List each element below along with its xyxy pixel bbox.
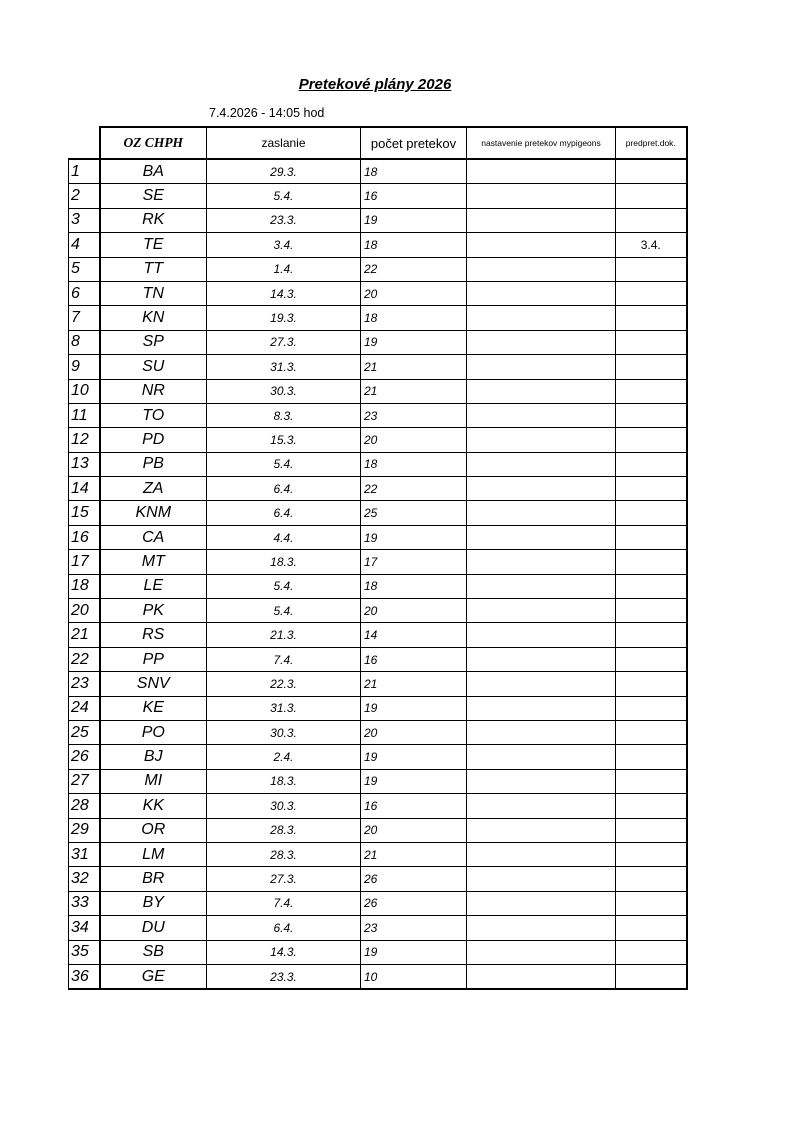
row-number: 21 [69,623,100,647]
pocet-pretekov: 20 [361,599,467,623]
pocet-pretekov: 20 [361,720,467,744]
pocet-pretekov: 21 [361,842,467,866]
nastavenie-cell [467,525,616,549]
row-number: 11 [69,403,100,427]
table-row [69,842,687,866]
table-row [69,184,687,208]
zaslanie-date: 19.3. [207,306,361,330]
predpret-cell [616,745,687,769]
nastavenie-cell [467,623,616,647]
table-row [69,940,687,964]
row-number: 25 [69,720,100,744]
table-row [69,818,687,842]
oz-code: NR [100,379,207,403]
predpret-cell [616,818,687,842]
oz-code: PD [100,428,207,452]
pocet-pretekov: 26 [361,891,467,915]
pocet-pretekov: 19 [361,745,467,769]
nastavenie-cell [467,330,616,354]
zaslanie-date: 2.4. [207,745,361,769]
oz-code: LM [100,842,207,866]
zaslanie-date: 7.4. [207,647,361,671]
predpret-cell [616,428,687,452]
table-row [69,916,687,940]
oz-code: OR [100,818,207,842]
oz-code: PK [100,599,207,623]
pocet-pretekov: 19 [361,208,467,232]
table-row [69,355,687,379]
predpret-cell [616,769,687,793]
table-row [69,525,687,549]
nastavenie-cell [467,233,616,257]
nastavenie-cell [467,647,616,671]
oz-code: RK [100,208,207,232]
zaslanie-date: 31.3. [207,355,361,379]
predpret-cell [616,842,687,866]
pocet-pretekov: 22 [361,477,467,501]
nastavenie-cell [467,964,616,989]
nastavenie-cell [467,818,616,842]
row-number: 12 [69,428,100,452]
row-number: 20 [69,599,100,623]
row-number: 31 [69,842,100,866]
pocet-pretekov: 23 [361,916,467,940]
zaslanie-date: 5.4. [207,574,361,598]
oz-code: GE [100,964,207,989]
header-nastavenie-pretekov: nastavenie pretekov mypigeons [467,127,616,159]
table-row [69,403,687,427]
predpret-cell [616,184,687,208]
nastavenie-cell [467,281,616,305]
pocet-pretekov: 16 [361,647,467,671]
pocet-pretekov: 19 [361,769,467,793]
row-number: 29 [69,818,100,842]
predpret-cell: 3.4. [616,233,687,257]
row-number: 18 [69,574,100,598]
pocet-pretekov: 21 [361,355,467,379]
oz-code: SNV [100,672,207,696]
zaslanie-date: 6.4. [207,477,361,501]
predpret-cell [616,477,687,501]
row-number: 5 [69,257,100,281]
table-row [69,891,687,915]
nastavenie-cell [467,867,616,891]
oz-code: KN [100,306,207,330]
header-oz-chph: OZ CHPH [100,127,207,159]
row-number: 16 [69,525,100,549]
row-number: 22 [69,647,100,671]
pocet-pretekov: 17 [361,550,467,574]
row-number: 28 [69,794,100,818]
predpret-cell [616,672,687,696]
pocet-pretekov: 25 [361,501,467,525]
zaslanie-date: 27.3. [207,867,361,891]
predpret-cell [616,599,687,623]
row-number: 36 [69,964,100,989]
oz-code: ZA [100,477,207,501]
pocet-pretekov: 18 [361,574,467,598]
zaslanie-date: 30.3. [207,720,361,744]
oz-code: SU [100,355,207,379]
table-row [69,574,687,598]
predpret-cell [616,794,687,818]
predpret-cell [616,525,687,549]
row-number: 35 [69,940,100,964]
zaslanie-date: 14.3. [207,940,361,964]
oz-code: MT [100,550,207,574]
pocet-pretekov: 21 [361,672,467,696]
nastavenie-cell [467,403,616,427]
zaslanie-date: 3.4. [207,233,361,257]
pocet-pretekov: 21 [361,379,467,403]
nastavenie-cell [467,501,616,525]
oz-code: KE [100,696,207,720]
zaslanie-date: 28.3. [207,818,361,842]
predpret-cell [616,720,687,744]
table-row [69,306,687,330]
zaslanie-date: 4.4. [207,525,361,549]
table-row [69,257,687,281]
oz-code: TT [100,257,207,281]
zaslanie-date: 18.3. [207,769,361,793]
nastavenie-cell [467,696,616,720]
header-number-cell [69,127,100,159]
predpret-cell [616,306,687,330]
table-row [69,159,687,184]
timestamp: 7.4.2026 - 14:05 hod [209,106,325,120]
zaslanie-date: 30.3. [207,794,361,818]
row-number: 1 [69,159,100,184]
predpret-cell [616,867,687,891]
table-row [69,964,687,989]
header-predpret-dok: predpret.dok. [616,127,687,159]
nastavenie-cell [467,599,616,623]
nastavenie-cell [467,769,616,793]
oz-code: BJ [100,745,207,769]
predpret-cell [616,330,687,354]
pocet-pretekov: 16 [361,794,467,818]
pocet-pretekov: 18 [361,159,467,184]
predpret-cell [616,964,687,989]
oz-code: PB [100,452,207,476]
row-number: 6 [69,281,100,305]
zaslanie-date: 1.4. [207,257,361,281]
oz-code: TE [100,233,207,257]
row-number: 9 [69,355,100,379]
zaslanie-date: 5.4. [207,452,361,476]
nastavenie-cell [467,842,616,866]
row-number: 8 [69,330,100,354]
zaslanie-date: 29.3. [207,159,361,184]
table-row [69,720,687,744]
table-row [69,428,687,452]
pocet-pretekov: 22 [361,257,467,281]
zaslanie-date: 27.3. [207,330,361,354]
predpret-cell [616,940,687,964]
predpret-cell [616,208,687,232]
pocet-pretekov: 19 [361,330,467,354]
table-row [69,330,687,354]
predpret-cell [616,623,687,647]
nastavenie-cell [467,208,616,232]
zaslanie-date: 21.3. [207,623,361,647]
table-row [69,379,687,403]
pocet-pretekov: 16 [361,184,467,208]
predpret-cell [616,891,687,915]
zaslanie-date: 15.3. [207,428,361,452]
table-row [69,208,687,232]
nastavenie-cell [467,720,616,744]
oz-code: KK [100,794,207,818]
table-row [69,501,687,525]
predpret-cell [616,574,687,598]
oz-code: TN [100,281,207,305]
oz-code: KNM [100,501,207,525]
pocet-pretekov: 20 [361,428,467,452]
pocet-pretekov: 19 [361,525,467,549]
pocet-pretekov: 20 [361,818,467,842]
header-zaslanie: zaslanie [207,127,361,159]
table-row [69,745,687,769]
row-number: 13 [69,452,100,476]
table-row [69,647,687,671]
pocet-pretekov: 20 [361,281,467,305]
oz-code: BR [100,867,207,891]
table-row [69,599,687,623]
row-number: 2 [69,184,100,208]
race-plans-table [68,126,688,990]
oz-code: PO [100,720,207,744]
predpret-cell [616,257,687,281]
nastavenie-cell [467,794,616,818]
oz-code: CA [100,525,207,549]
nastavenie-cell [467,159,616,184]
nastavenie-cell [467,257,616,281]
nastavenie-cell [467,745,616,769]
row-number: 26 [69,745,100,769]
nastavenie-cell [467,891,616,915]
table-row [69,550,687,574]
row-number: 10 [69,379,100,403]
table-row [69,281,687,305]
zaslanie-date: 8.3. [207,403,361,427]
header-pocet-pretekov: počet pretekov [361,127,467,159]
zaslanie-date: 28.3. [207,842,361,866]
row-number: 33 [69,891,100,915]
predpret-cell [616,159,687,184]
row-number: 23 [69,672,100,696]
row-number: 4 [69,233,100,257]
pocet-pretekov: 23 [361,403,467,427]
zaslanie-date: 22.3. [207,672,361,696]
pocet-pretekov: 18 [361,306,467,330]
pocet-pretekov: 26 [361,867,467,891]
oz-code: LE [100,574,207,598]
row-number: 34 [69,916,100,940]
table-row [69,867,687,891]
table-row [69,477,687,501]
table-row [69,623,687,647]
oz-code: MI [100,769,207,793]
zaslanie-date: 14.3. [207,281,361,305]
table-row [69,233,687,257]
predpret-cell [616,379,687,403]
zaslanie-date: 7.4. [207,891,361,915]
pocet-pretekov: 14 [361,623,467,647]
zaslanie-date: 5.4. [207,599,361,623]
zaslanie-date: 23.3. [207,964,361,989]
page-title: Pretekové plány 2026 [298,76,452,93]
pocet-pretekov: 10 [361,964,467,989]
nastavenie-cell [467,477,616,501]
nastavenie-cell [467,379,616,403]
table-row [69,696,687,720]
oz-code: DU [100,916,207,940]
table-header-row [69,127,687,159]
predpret-cell [616,696,687,720]
row-number: 15 [69,501,100,525]
predpret-cell [616,403,687,427]
oz-code: BY [100,891,207,915]
row-number: 32 [69,867,100,891]
pocet-pretekov: 18 [361,233,467,257]
zaslanie-date: 5.4. [207,184,361,208]
zaslanie-date: 18.3. [207,550,361,574]
oz-code: PP [100,647,207,671]
row-number: 14 [69,477,100,501]
row-number: 3 [69,208,100,232]
pocet-pretekov: 19 [361,940,467,964]
oz-code: SE [100,184,207,208]
predpret-cell [616,550,687,574]
predpret-cell [616,501,687,525]
table-row [69,672,687,696]
table-row [69,452,687,476]
nastavenie-cell [467,452,616,476]
predpret-cell [616,355,687,379]
predpret-cell [616,647,687,671]
oz-code: BA [100,159,207,184]
zaslanie-date: 6.4. [207,501,361,525]
table-row [69,794,687,818]
zaslanie-date: 23.3. [207,208,361,232]
nastavenie-cell [467,672,616,696]
pocet-pretekov: 19 [361,696,467,720]
nastavenie-cell [467,184,616,208]
predpret-cell [616,281,687,305]
nastavenie-cell [467,940,616,964]
nastavenie-cell [467,550,616,574]
predpret-cell [616,452,687,476]
row-number: 7 [69,306,100,330]
zaslanie-date: 30.3. [207,379,361,403]
oz-code: RS [100,623,207,647]
oz-code: TO [100,403,207,427]
nastavenie-cell [467,355,616,379]
table-row [69,769,687,793]
zaslanie-date: 6.4. [207,916,361,940]
row-number: 24 [69,696,100,720]
zaslanie-date: 31.3. [207,696,361,720]
predpret-cell [616,916,687,940]
row-number: 27 [69,769,100,793]
nastavenie-cell [467,428,616,452]
oz-code: SP [100,330,207,354]
nastavenie-cell [467,574,616,598]
nastavenie-cell [467,306,616,330]
nastavenie-cell [467,916,616,940]
oz-code: SB [100,940,207,964]
pocet-pretekov: 18 [361,452,467,476]
row-number: 17 [69,550,100,574]
